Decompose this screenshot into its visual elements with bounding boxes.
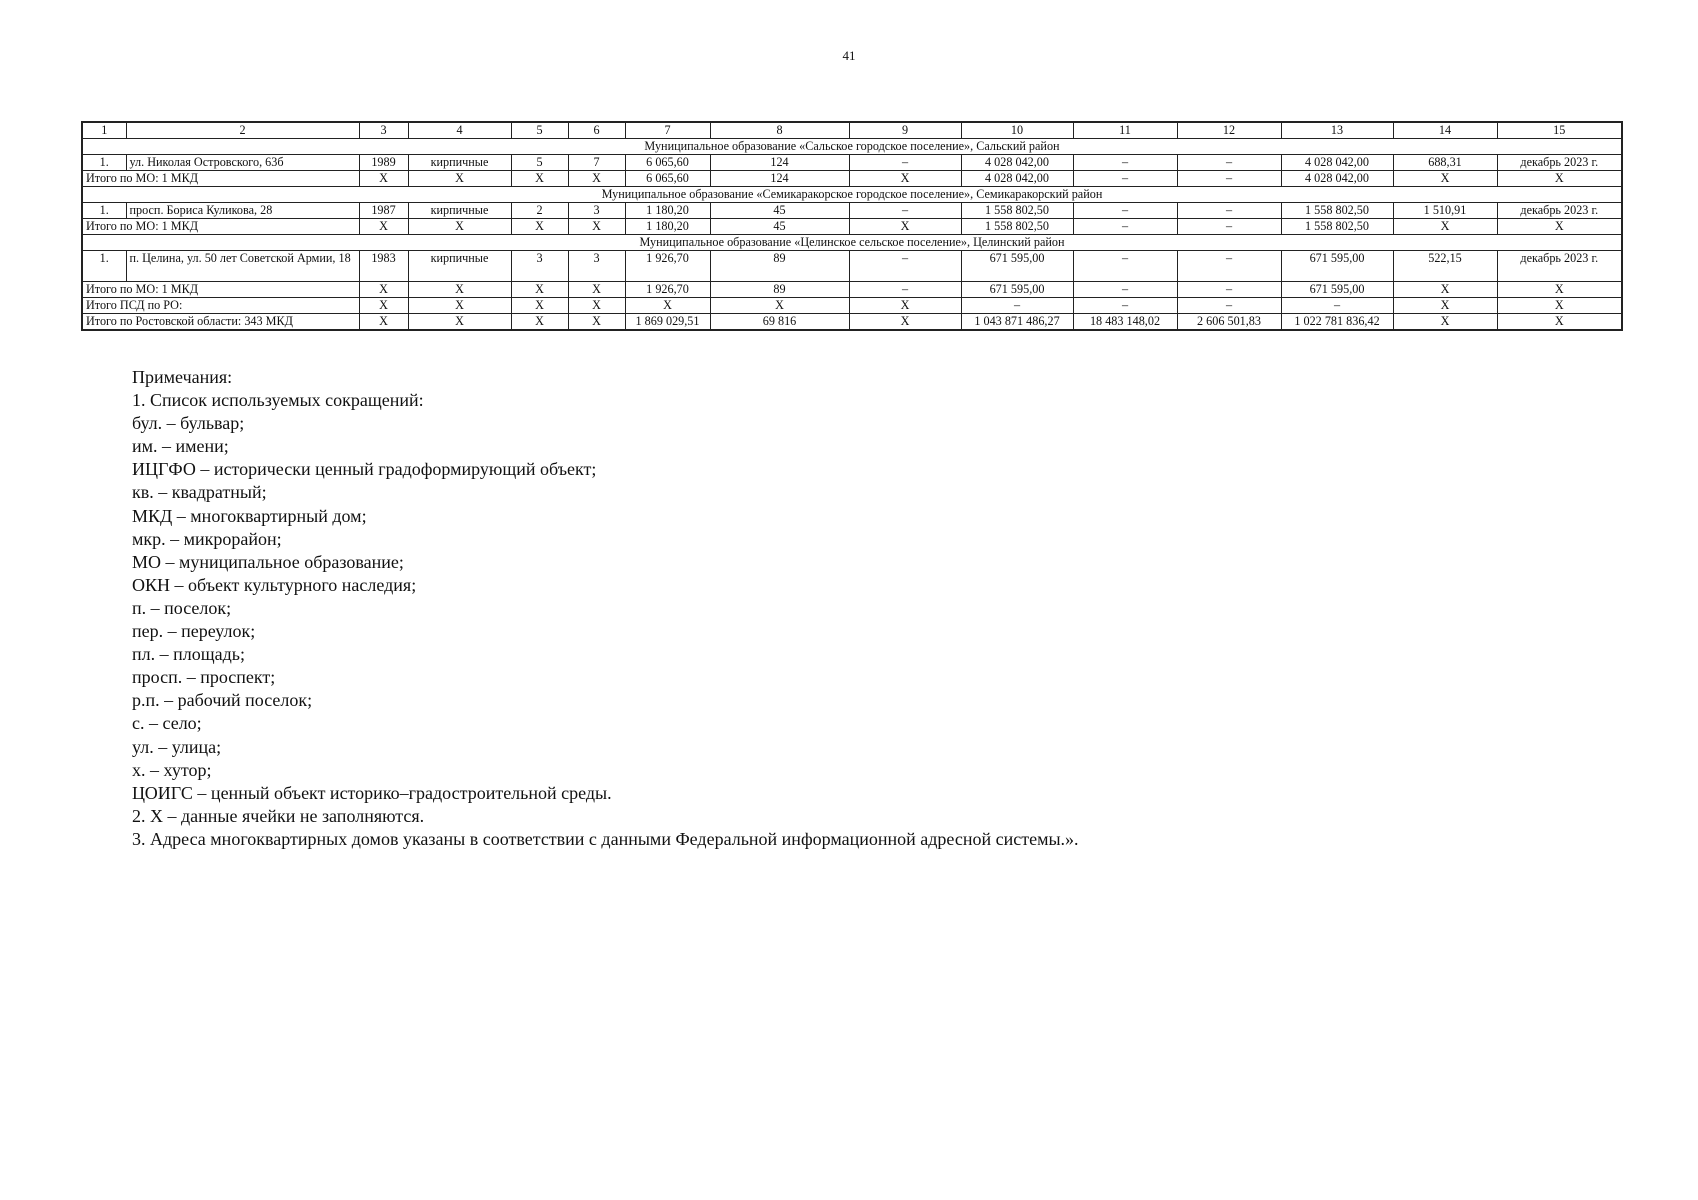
table-cell: X — [1393, 298, 1497, 314]
table-cell: – — [1073, 219, 1177, 235]
table-cell: 3 — [568, 251, 625, 282]
table-cell: 1989 — [359, 155, 408, 171]
register-table-container — [81, 121, 1621, 331]
table-cell: 1 558 802,50 — [961, 203, 1073, 219]
table-cell: кирпичные — [408, 155, 511, 171]
table-row — [82, 203, 1622, 219]
table-cell: X — [1393, 314, 1497, 331]
abbreviation-item: пер. – переулок; — [132, 621, 256, 642]
table-cell: 18 483 148,02 — [1073, 314, 1177, 331]
notes-item-2: 2. X – данные ячейки не заполняются. — [132, 805, 425, 826]
table-cell: X — [1393, 219, 1497, 235]
table-cell: 1 180,20 — [625, 203, 710, 219]
abbreviation-item: пл. – площадь; — [132, 644, 245, 665]
table-cell: 7 — [568, 155, 625, 171]
table-cell: 1987 — [359, 203, 408, 219]
column-number-cell: 12 — [1177, 122, 1281, 139]
table-cell: кирпичные — [408, 251, 511, 282]
table-cell: 69 816 — [710, 314, 849, 331]
abbreviation-item: ИЦГФО – исторически ценный градоформирующий объект; — [132, 459, 597, 480]
table-cell: X — [408, 219, 511, 235]
table-cell: 5 — [511, 155, 568, 171]
table-cell: X — [511, 314, 568, 331]
table-cell: п. Целина, ул. 50 лет Советской Армии, 18 — [126, 251, 359, 282]
table-cell: 45 — [710, 203, 849, 219]
table-cell: 671 595,00 — [1281, 251, 1393, 282]
psd-total-row — [82, 298, 1622, 314]
abbreviation-item: р.п. – рабочий поселок; — [132, 690, 313, 711]
table-cell: 6 065,60 — [625, 171, 710, 187]
table-cell: – — [1177, 203, 1281, 219]
table-cell: 45 — [710, 219, 849, 235]
table-cell: 1 180,20 — [625, 219, 710, 235]
table-cell: 1 926,70 — [625, 282, 710, 298]
notes-item-3: 3. Адреса многоквартирных домов указаны в соответствии с данными Федеральной информационной адресной системы.». — [132, 828, 1079, 849]
table-cell: X — [1393, 282, 1497, 298]
column-number-cell: 8 — [710, 122, 849, 139]
table-cell: 2 — [511, 203, 568, 219]
column-number-cell: 5 — [511, 122, 568, 139]
section-title-cell: Муниципальное образование «Целинское сельское поселение», Целинский район — [82, 235, 1622, 251]
column-number-cell: 2 — [126, 122, 359, 139]
table-cell: – — [1073, 155, 1177, 171]
table-cell: 1 926,70 — [625, 251, 710, 282]
total-label: Итого по Ростовской области: 343 МКД — [82, 314, 359, 331]
table-cell: 1 558 802,50 — [961, 219, 1073, 235]
section-title-row — [82, 187, 1622, 203]
column-number-cell: 7 — [625, 122, 710, 139]
table-cell: – — [1073, 171, 1177, 187]
table-cell: кирпичные — [408, 203, 511, 219]
table-cell: 2 606 501,83 — [1177, 314, 1281, 331]
column-number-cell: 3 — [359, 122, 408, 139]
table-cell: X — [710, 298, 849, 314]
total-label: Итого по МО: 1 МКД — [82, 219, 359, 235]
abbreviation-item: МО – муниципальное образование; — [132, 551, 404, 572]
table-cell: X — [511, 298, 568, 314]
table-row — [82, 251, 1622, 282]
page-number: 41 — [842, 48, 856, 63]
table-cell: 1 022 781 836,42 — [1281, 314, 1393, 331]
table-cell: 3 — [568, 203, 625, 219]
notes-title: Примечания: — [132, 367, 233, 387]
table-cell: 1. — [82, 203, 126, 219]
table-cell: 1. — [82, 251, 126, 282]
notes-item-1: 1. Список используемых сокращений: — [132, 390, 424, 411]
table-cell: 1 510,91 — [1393, 203, 1497, 219]
column-number-cell: 1 — [82, 122, 126, 139]
table-cell: 688,31 — [1393, 155, 1497, 171]
section-total-row — [82, 282, 1622, 298]
table-cell: – — [849, 282, 961, 298]
table-cell: 1983 — [359, 251, 408, 282]
table-cell: X — [359, 171, 408, 187]
abbreviation-item: х. – хутор; — [132, 759, 212, 780]
table-cell: X — [511, 219, 568, 235]
table-cell: 671 595,00 — [961, 251, 1073, 282]
table-cell: просп. Бориса Куликова, 28 — [126, 203, 359, 219]
table-cell: – — [1177, 219, 1281, 235]
table-cell: 522,15 — [1393, 251, 1497, 282]
table-cell: X — [625, 298, 710, 314]
table-cell: X — [359, 298, 408, 314]
table-cell: X — [408, 282, 511, 298]
table-cell: X — [359, 282, 408, 298]
table-cell: X — [849, 171, 961, 187]
table-cell: – — [1073, 251, 1177, 282]
abbreviation-item: ул. – улица; — [132, 736, 222, 757]
table-cell: 1 869 029,51 — [625, 314, 710, 331]
table-cell: – — [1073, 203, 1177, 219]
table-cell: X — [1393, 171, 1497, 187]
table-cell: X — [511, 171, 568, 187]
table-row — [82, 155, 1622, 171]
table-cell: – — [1073, 298, 1177, 314]
table-cell: 4 028 042,00 — [1281, 171, 1393, 187]
table-cell: X — [849, 314, 961, 331]
section-title-cell: Муниципальное образование «Сальское городское поселение», Сальский район — [82, 139, 1622, 155]
table-cell: X — [1497, 314, 1622, 331]
table-cell: 1 043 871 486,27 — [961, 314, 1073, 331]
table-cell: – — [1073, 282, 1177, 298]
table-cell: 1 558 802,50 — [1281, 203, 1393, 219]
table-cell: декабрь 2023 г. — [1497, 155, 1622, 171]
table-cell: 89 — [710, 282, 849, 298]
table-cell: – — [1177, 282, 1281, 298]
column-number-cell: 6 — [568, 122, 625, 139]
table-cell: X — [849, 298, 961, 314]
column-number-cell: 11 — [1073, 122, 1177, 139]
total-label: Итого по МО: 1 МКД — [82, 171, 359, 187]
table-cell: – — [1177, 251, 1281, 282]
table-cell: 671 595,00 — [961, 282, 1073, 298]
table-cell: X — [568, 314, 625, 331]
total-label: Итого по МО: 1 МКД — [82, 282, 359, 298]
abbreviation-item: просп. – проспект; — [132, 667, 276, 688]
table-cell: 671 595,00 — [1281, 282, 1393, 298]
abbreviation-item: МКД – многоквартирный дом; — [132, 505, 367, 526]
column-number-cell: 15 — [1497, 122, 1622, 139]
table-cell: X — [1497, 282, 1622, 298]
table-cell: 4 028 042,00 — [961, 155, 1073, 171]
table-cell: X — [359, 219, 408, 235]
table-cell: X — [568, 282, 625, 298]
table-cell: X — [359, 314, 408, 331]
table-cell: X — [1497, 171, 1622, 187]
abbreviation-item: им. – имени; — [132, 436, 229, 457]
notes-block — [132, 366, 1079, 851]
table-cell: – — [1281, 298, 1393, 314]
column-number-row — [82, 122, 1622, 139]
section-title-row — [82, 139, 1622, 155]
table-cell: X — [568, 171, 625, 187]
table-cell: ул. Николая Островского, 63б — [126, 155, 359, 171]
abbreviation-item: ЦОИГС – ценный объект историко–градостроительной среды. — [132, 782, 612, 803]
table-cell: декабрь 2023 г. — [1497, 203, 1622, 219]
table-cell: X — [1497, 298, 1622, 314]
table-cell: 3 — [511, 251, 568, 282]
table-cell: – — [849, 155, 961, 171]
table-cell: X — [1497, 219, 1622, 235]
register-table — [81, 121, 1623, 331]
table-cell: 1. — [82, 155, 126, 171]
table-cell: – — [1177, 155, 1281, 171]
column-number-cell: 9 — [849, 122, 961, 139]
table-cell: X — [568, 219, 625, 235]
column-number-cell: 10 — [961, 122, 1073, 139]
table-cell: X — [408, 298, 511, 314]
table-cell: – — [849, 203, 961, 219]
table-cell: 6 065,60 — [625, 155, 710, 171]
abbreviation-item: бул. – бульвар; — [132, 413, 245, 434]
section-title-cell: Муниципальное образование «Семикаракорское городское поселение», Семикаракорский район — [82, 187, 1622, 203]
table-cell: X — [849, 219, 961, 235]
table-cell: – — [961, 298, 1073, 314]
table-cell: – — [1177, 171, 1281, 187]
abbreviation-item: с. – село; — [132, 713, 202, 734]
table-cell: X — [511, 282, 568, 298]
table-cell: X — [408, 314, 511, 331]
abbreviation-list — [132, 412, 1079, 805]
column-number-cell: 4 — [408, 122, 511, 139]
table-cell: X — [408, 171, 511, 187]
abbreviation-item: мкр. – микрорайон; — [132, 528, 282, 549]
table-cell: 124 — [710, 171, 849, 187]
abbreviation-item: п. – поселок; — [132, 597, 232, 618]
table-cell: 89 — [710, 251, 849, 282]
table-cell: 4 028 042,00 — [961, 171, 1073, 187]
column-number-cell: 13 — [1281, 122, 1393, 139]
column-number-cell: 14 — [1393, 122, 1497, 139]
table-cell: декабрь 2023 г. — [1497, 251, 1622, 282]
table-cell: 1 558 802,50 — [1281, 219, 1393, 235]
total-label: Итого ПСД по РО: — [82, 298, 359, 314]
section-total-row — [82, 219, 1622, 235]
section-title-row — [82, 235, 1622, 251]
table-cell: – — [1177, 298, 1281, 314]
abbreviation-item: кв. – квадратный; — [132, 482, 267, 503]
table-cell: 124 — [710, 155, 849, 171]
abbreviation-item: ОКН – объект культурного наследия; — [132, 574, 417, 595]
table-cell: X — [568, 298, 625, 314]
table-cell: – — [849, 251, 961, 282]
register-table-body — [82, 122, 1622, 330]
table-cell: 4 028 042,00 — [1281, 155, 1393, 171]
section-total-row — [82, 171, 1622, 187]
region-total-row — [82, 314, 1622, 331]
